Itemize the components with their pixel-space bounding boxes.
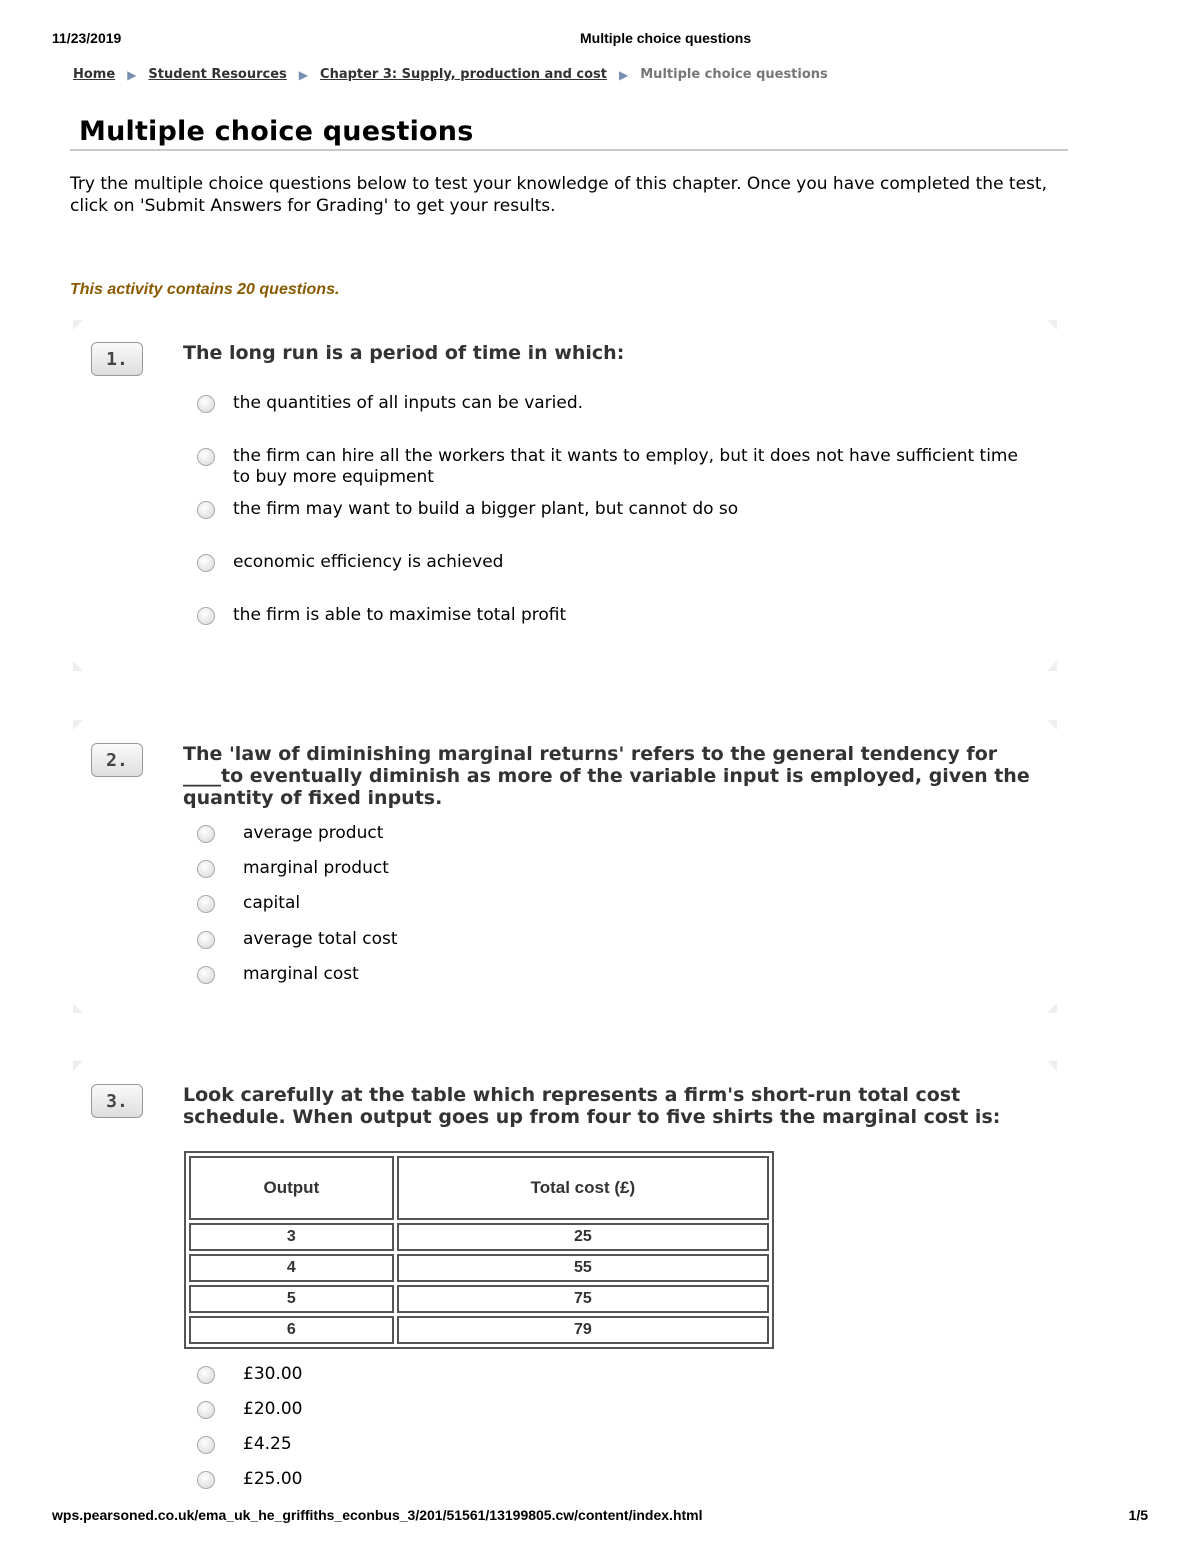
table-header-row: [189, 1156, 769, 1220]
radio-button[interactable]: [197, 448, 215, 466]
panel-corner: [1047, 720, 1057, 730]
radio-button[interactable]: [197, 931, 215, 949]
answer-option[interactable]: [197, 499, 1033, 520]
answer-option[interactable]: [197, 929, 1043, 950]
column-header-output: Output: [189, 1156, 394, 1220]
table-cell: 79: [397, 1316, 769, 1344]
table-cell: 4: [189, 1254, 394, 1282]
answer-label: the firm is able to maximise total profit: [233, 605, 567, 625]
panel-corner: [73, 661, 83, 671]
triangle-right-icon: ▶: [298, 67, 309, 82]
answer-label: capital: [243, 893, 301, 913]
print-date: 11/23/2019: [52, 30, 122, 46]
breadcrumb-current: Multiple choice questions: [640, 67, 828, 82]
breadcrumb: [73, 67, 828, 82]
answer-label: the firm can hire all the workers that it wants to employ, but it does not have sufficient time to buy more equipment: [233, 446, 1018, 487]
footer-url: wps.pearsoned.co.uk/ema_uk_he_griffiths_econbus_3/201/51561/13199805.cw/content/index.html: [52, 1507, 703, 1523]
triangle-right-icon: ▶: [619, 67, 629, 82]
answer-label: the quantities of all inputs can be varied.: [233, 393, 584, 413]
table-cell: 6: [189, 1316, 394, 1344]
radio-button[interactable]: [197, 860, 215, 878]
question-number-badge: 2.: [91, 743, 143, 777]
table-row: [189, 1285, 769, 1313]
panel-corner: [73, 1003, 83, 1013]
radio-button[interactable]: [197, 1436, 215, 1454]
table-cell: 75: [397, 1285, 769, 1313]
answer-option[interactable]: [197, 1469, 1043, 1490]
radio-button[interactable]: [197, 607, 215, 625]
answer-label: marginal product: [243, 858, 389, 878]
table-row: [189, 1316, 769, 1344]
answer-label: the firm may want to build a bigger plant, but cannot do so: [233, 499, 739, 519]
question-text: The long run is a period of time in which:: [183, 342, 625, 364]
question-text: The 'law of diminishing marginal returns' refers to the general tendency for ____to eventually diminish as more of the variable input is employed, given the quantity of fixed inputs.: [183, 743, 1030, 809]
panel-corner: [73, 1061, 83, 1071]
question-text: Look carefully at the table which represents a firm's short-run total cost schedule. When output goes up from four to five shirts the marginal cost is:: [183, 1084, 1001, 1128]
answer-option[interactable]: [197, 605, 1033, 626]
radio-button[interactable]: [197, 966, 215, 984]
answer-label: £25.00: [243, 1469, 303, 1489]
table-cell: 25: [397, 1223, 769, 1251]
table-cell: 3: [189, 1223, 394, 1251]
table-row: [189, 1223, 769, 1251]
answer-option[interactable]: [197, 964, 1043, 985]
answer-option[interactable]: [197, 446, 1033, 488]
answer-option[interactable]: [197, 858, 1043, 879]
radio-button[interactable]: [197, 1366, 215, 1384]
answer-label: £4.25: [243, 1434, 292, 1454]
panel-corner: [73, 320, 83, 330]
panel-corner: [1047, 1061, 1057, 1071]
question-number-badge: 3.: [91, 1084, 143, 1118]
answer-option[interactable]: [197, 893, 1043, 914]
radio-button[interactable]: [197, 825, 215, 843]
table-cell: 5: [189, 1285, 394, 1313]
answer-label: £30.00: [243, 1364, 303, 1384]
answer-label: marginal cost: [243, 964, 359, 984]
breadcrumb-chapter-link[interactable]: Chapter 3: Supply, production and cost: [320, 67, 608, 82]
panel-corner: [1047, 661, 1057, 671]
radio-button[interactable]: [197, 554, 215, 572]
radio-button[interactable]: [197, 1401, 215, 1419]
panel-corner: [73, 720, 83, 730]
radio-button[interactable]: [197, 1471, 215, 1489]
title-divider: [70, 149, 1068, 151]
panel-corner: [1047, 320, 1057, 330]
table-cell: 55: [397, 1254, 769, 1282]
print-header: [52, 30, 1148, 48]
table-row: [189, 1254, 769, 1282]
page-title: Multiple choice questions: [79, 116, 474, 147]
intro-text: Try the multiple choice questions below to test your knowledge of this chapter. Once you have completed the test, click on 'Submit Answers for Grading' to get your results.: [70, 174, 1047, 216]
answer-label: economic efficiency is achieved: [233, 552, 504, 572]
answer-option[interactable]: [197, 823, 1043, 844]
print-title: Multiple choice questions: [580, 30, 752, 46]
answer-option[interactable]: [197, 1364, 1043, 1385]
radio-button[interactable]: [197, 395, 215, 413]
breadcrumb-student-resources-link[interactable]: Student Resources: [148, 67, 287, 82]
answer-option[interactable]: [197, 1399, 1043, 1420]
answer-option[interactable]: [197, 1434, 1043, 1455]
panel-corner: [1047, 1003, 1057, 1013]
answer-option[interactable]: [197, 393, 1033, 414]
radio-button[interactable]: [197, 501, 215, 519]
footer-page-number: 1/5: [1128, 1507, 1148, 1523]
answer-label: £20.00: [243, 1399, 303, 1419]
triangle-right-icon: ▶: [127, 67, 137, 82]
answer-option[interactable]: [197, 552, 1033, 573]
answer-label: average total cost: [243, 929, 398, 949]
breadcrumb-home-link[interactable]: Home: [73, 67, 116, 82]
answer-label: average product: [243, 823, 384, 843]
activity-note: This activity contains 20 questions.: [70, 281, 340, 298]
column-header-total-cost: Total cost (£): [397, 1156, 769, 1220]
radio-button[interactable]: [197, 895, 215, 913]
question-number-badge: 1.: [91, 342, 143, 376]
cost-schedule-table: [184, 1151, 774, 1349]
